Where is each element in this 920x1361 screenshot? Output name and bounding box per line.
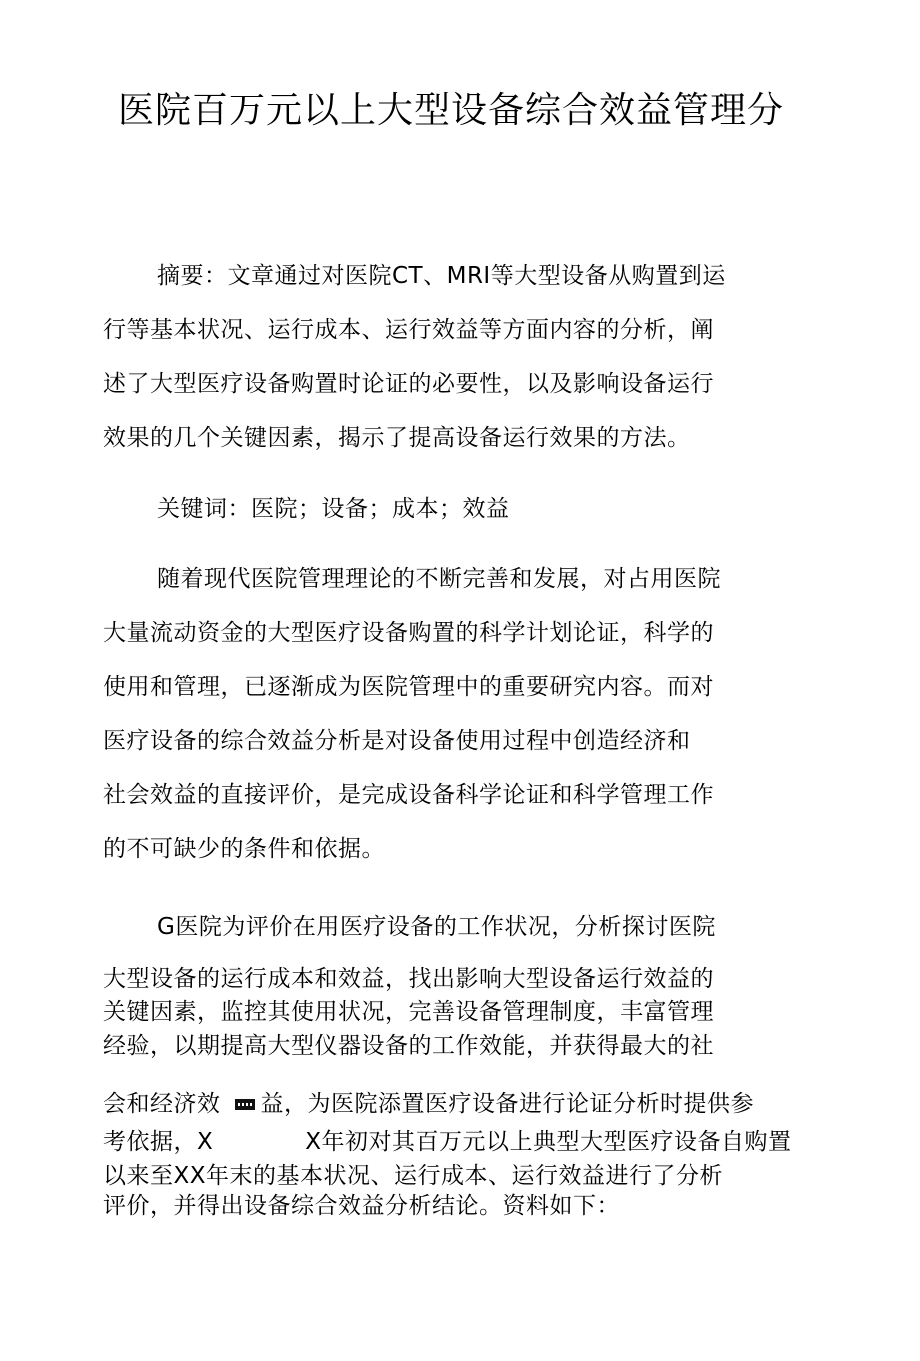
paragraph-line: 评价，并得出设备综合效益分析结论。资料如下：: [103, 1193, 620, 1219]
paragraph-line: 大型设备的运行成本和效益，找出影响大型设备运行效益的: [103, 966, 714, 992]
paragraph-line: 社会效益的直接评价，是完成设备科学论证和科学管理工作: [103, 782, 714, 808]
ink-smudge-icon: [235, 1099, 255, 1110]
paragraph-line: 的不可缺少的条件和依据。: [103, 836, 385, 862]
paragraph-line: 以来至XX年末的基本状况、运行成本、运行效益进行了分析: [103, 1163, 724, 1189]
abstract-line: 效果的几个关键因素，揭示了提高设备运行效果的方法。: [103, 425, 691, 451]
paragraph-line: 随着现代医院管理理论的不断完善和发展，对占用医院: [157, 566, 721, 592]
abstract-line: 述了大型医疗设备购置时论证的必要性，以及影响设备运行: [103, 371, 714, 397]
paragraph-fragment: 考依据，X: [103, 1129, 214, 1155]
paragraph-line: 经验，以期提高大型仪器设备的工作效能，并获得最大的社: [103, 1033, 714, 1059]
paragraph-fragment: 益，为医院添置医疗设备进行论证分析时提供参: [260, 1091, 754, 1117]
paragraph-line: [103, 1090, 754, 1118]
paragraph-fragment: 会和经济效: [103, 1091, 221, 1117]
paragraph-line: 关键因素，监控其使用状况，完善设备管理制度，丰富管理: [103, 999, 714, 1025]
paragraph-line: 医疗设备的综合效益分析是对设备使用过程中创造经济和: [103, 728, 691, 754]
keywords-line: 关键词：医院；设备；成本；效益: [157, 496, 510, 522]
paragraph-line: G医院为评价在用医疗设备的工作状况，分析探讨医院: [157, 914, 716, 940]
paragraph-line: 使用和管理，已逐渐成为医院管理中的重要研究内容。而对: [103, 674, 714, 700]
document-title: 医院百万元以上大型设备综合效益管理分: [118, 90, 785, 131]
abstract-line: 行等基本状况、运行成本、运行效益等方面内容的分析，阐: [103, 317, 714, 343]
paragraph-line: [103, 1128, 792, 1156]
abstract-line: 摘要：文章通过对医院CT、MRI等大型设备从购置到运: [157, 263, 726, 289]
paragraph-line: 大量流动资金的大型医疗设备购置的科学计划论证，科学的: [103, 620, 714, 646]
paragraph-fragment: X年初对其百万元以上典型大型医疗设备自购置: [305, 1129, 792, 1155]
